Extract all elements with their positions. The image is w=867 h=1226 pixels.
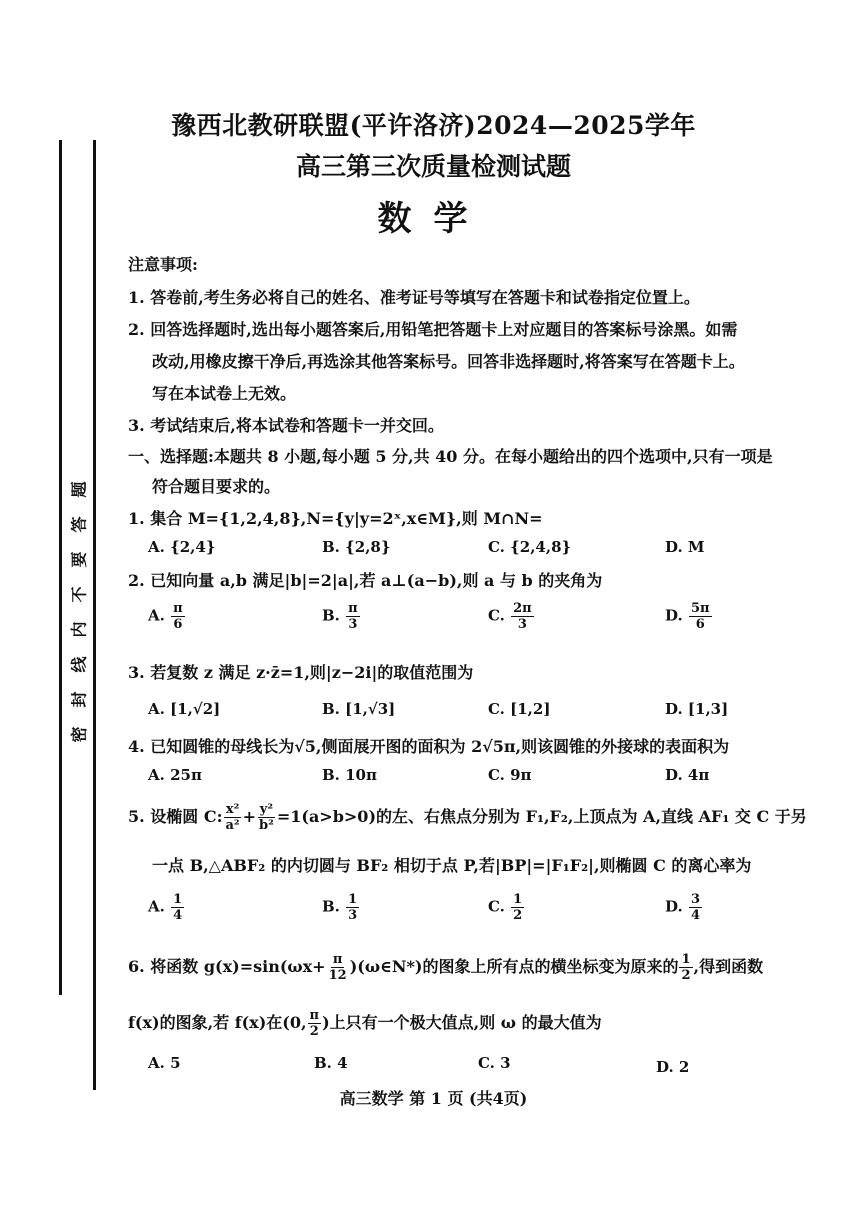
notice-item: 2. 回答选择题时,选出每小题答案后,用铅笔把答题卡上对应题目的答案标号涂黑。如需 xyxy=(128,320,738,339)
subject-title: 数学 xyxy=(377,199,490,239)
notice-item: 改动,用橡皮擦干净后,再选涂其他答案标号。回答非选择题时,将答案写在答题卡上。 xyxy=(152,352,745,371)
fraction xyxy=(689,601,712,632)
q5-option-d xyxy=(665,892,703,923)
exam-title-line2: 高三第三次质量检测试题 xyxy=(295,152,571,181)
fraction xyxy=(346,601,360,632)
seal-char: 封 xyxy=(69,691,89,708)
option-letter: B. xyxy=(322,897,340,916)
fraction-numerator: x² xyxy=(225,802,240,817)
seal-char: 答 xyxy=(69,516,89,533)
stem-text: + xyxy=(242,807,257,826)
fraction xyxy=(511,892,524,923)
q3-option-c: C. [1,2] xyxy=(488,700,551,718)
stem-text: )(ω∈N*)的图象上所有点的横坐标变为原来的 xyxy=(349,957,679,976)
fraction-numerator: 1 xyxy=(513,892,523,907)
fraction xyxy=(689,892,702,923)
question-1-stem: 1. 集合 M={1,2,4,8},N={y|y=2ˣ,x∈M},则 M∩N= xyxy=(128,509,543,528)
option-letter: D. xyxy=(665,606,683,625)
fraction-numerator: 1 xyxy=(348,892,358,907)
seal-char: 不 xyxy=(69,586,89,603)
fraction-denominator: a² xyxy=(225,818,240,833)
stem-text: 5. 设椭圆 C: xyxy=(128,807,223,826)
notice-item: 写在本试卷上无效。 xyxy=(152,384,297,403)
binding-line-right xyxy=(93,140,96,1090)
exam-title-line1: 豫西北教研联盟(平许洛济)2024—2025学年 xyxy=(171,111,696,140)
fraction xyxy=(171,892,184,923)
q2-option-d xyxy=(665,601,713,632)
fraction-numerator: 2π xyxy=(513,601,532,616)
option-letter: C. xyxy=(488,897,505,916)
q6-option-d: D. 2 xyxy=(656,1058,690,1076)
q5-option-b xyxy=(322,892,360,923)
fraction xyxy=(224,802,242,833)
fraction-denominator: 3 xyxy=(348,908,358,923)
fraction-numerator: y² xyxy=(259,802,274,817)
seal-char: 线 xyxy=(69,656,89,673)
question-5-stem-cont: 一点 B,△ABF₂ 的内切圆与 BF₂ 相切于点 P,若|BP|=|F₁F₂|,则椭圆 C 的离心率为 xyxy=(152,856,752,875)
q4-option-b: B. 10π xyxy=(322,766,377,784)
seal-char: 要 xyxy=(69,551,89,568)
fraction-denominator: 4 xyxy=(690,908,700,923)
option-letter: B. xyxy=(322,606,340,625)
page-footer: 高三数学 第 1 页 (共4页) xyxy=(339,1089,528,1108)
fraction-numerator: 3 xyxy=(690,892,700,907)
q4-option-c: C. 9π xyxy=(488,766,532,784)
fraction-numerator: 1 xyxy=(681,952,691,967)
fraction xyxy=(171,601,185,632)
notice-title: 注意事项: xyxy=(128,255,198,274)
section-heading: 一、选择题:本题共 8 小题,每小题 5 分,共 40 分。在每小题给出的四个选项中,只有一项是 xyxy=(128,447,773,466)
fraction xyxy=(308,1008,322,1039)
q6-option-a: A. 5 xyxy=(148,1054,181,1072)
option-letter: A. xyxy=(148,606,165,625)
q1-option-c: C. {2,4,8} xyxy=(488,538,572,556)
question-2-stem: 2. 已知向量 a,b 满足|b|=2|a|,若 a⊥(a−b),则 a 与 b 的夹角为 xyxy=(128,571,603,590)
q6-option-c: C. 3 xyxy=(478,1054,511,1072)
question-4-stem: 4. 已知圆锥的母线长为√5,侧面展开图的面积为 2√5π,则该圆锥的外接球的表面积为 xyxy=(128,737,730,756)
question-3-stem: 3. 若复数 z 满足 z·z̄=1,则|z−2i|的取值范围为 xyxy=(128,663,474,682)
option-letter: A. xyxy=(148,897,165,916)
stem-text: )上只有一个极大值点,则 ω 的最大值为 xyxy=(322,1013,602,1032)
fraction-numerator: π xyxy=(173,601,183,616)
question-6-stem-cont xyxy=(128,1008,602,1039)
fraction xyxy=(327,952,349,983)
fraction-denominator: 3 xyxy=(517,617,527,632)
fraction-denominator: 4 xyxy=(173,908,183,923)
fraction-denominator: 6 xyxy=(695,617,705,632)
q1-option-b: B. {2,8} xyxy=(322,538,391,556)
fraction-denominator: b² xyxy=(259,818,274,833)
stem-text: =1(a>b>0)的左、右焦点分别为 F₁,F₂,上顶点为 A,直线 AF₁ 交 C 于另 xyxy=(276,807,807,826)
stem-text: ,得到函数 xyxy=(693,957,764,976)
fraction-denominator: 2 xyxy=(309,1024,319,1039)
fraction-numerator: π xyxy=(332,952,343,967)
q3-option-b: B. [1,√3] xyxy=(322,700,396,718)
seal-char: 题 xyxy=(69,481,89,498)
fraction xyxy=(511,601,534,632)
question-6-stem xyxy=(128,952,763,983)
stem-text: 6. 将函数 g(x)=sin(ωx+ xyxy=(128,957,326,976)
fraction-denominator: 12 xyxy=(328,968,347,983)
binding-line-left xyxy=(59,140,62,995)
seal-char: 内 xyxy=(69,621,89,638)
q4-option-d: D. 4π xyxy=(665,766,710,784)
q6-option-b: B. 4 xyxy=(314,1054,348,1072)
fraction-denominator: 6 xyxy=(173,617,183,632)
q1-option-a: A. {2,4} xyxy=(148,538,216,556)
fraction-numerator: π xyxy=(348,601,358,616)
q5-option-c xyxy=(488,892,525,923)
q2-option-b xyxy=(322,601,361,632)
binding-seal-text xyxy=(64,478,92,746)
fraction-numerator: 1 xyxy=(173,892,183,907)
fraction-numerator: 5π xyxy=(690,601,710,616)
stem-text: f(x)的图象,若 f(x)在(0, xyxy=(128,1013,307,1032)
fraction-denominator: 2 xyxy=(513,908,523,923)
notice-item: 1. 答卷前,考生务必将自己的姓名、准考证号等填写在答题卡和试卷指定位置上。 xyxy=(128,288,700,307)
seal-char: 密 xyxy=(69,726,89,743)
q1-option-d: D. M xyxy=(665,538,705,556)
notice-item: 3. 考试结束后,将本试卷和答题卡一并交回。 xyxy=(128,416,444,435)
fraction xyxy=(679,952,692,983)
fraction-denominator: 3 xyxy=(348,617,358,632)
fraction-numerator: π xyxy=(309,1008,320,1023)
section-heading-cont: 符合题目要求的。 xyxy=(152,477,281,496)
fraction xyxy=(257,802,276,833)
q4-option-a: A. 25π xyxy=(148,766,202,784)
q3-option-a: A. [1,√2] xyxy=(148,700,221,718)
option-letter: C. xyxy=(488,606,505,625)
q2-option-a xyxy=(148,601,186,632)
fraction xyxy=(346,892,359,923)
q5-option-a xyxy=(148,892,185,923)
q2-option-c xyxy=(488,601,535,632)
option-letter: D. xyxy=(665,897,683,916)
q3-option-d: D. [1,3] xyxy=(665,700,729,718)
fraction-denominator: 2 xyxy=(681,968,691,983)
question-5-stem xyxy=(128,802,807,833)
